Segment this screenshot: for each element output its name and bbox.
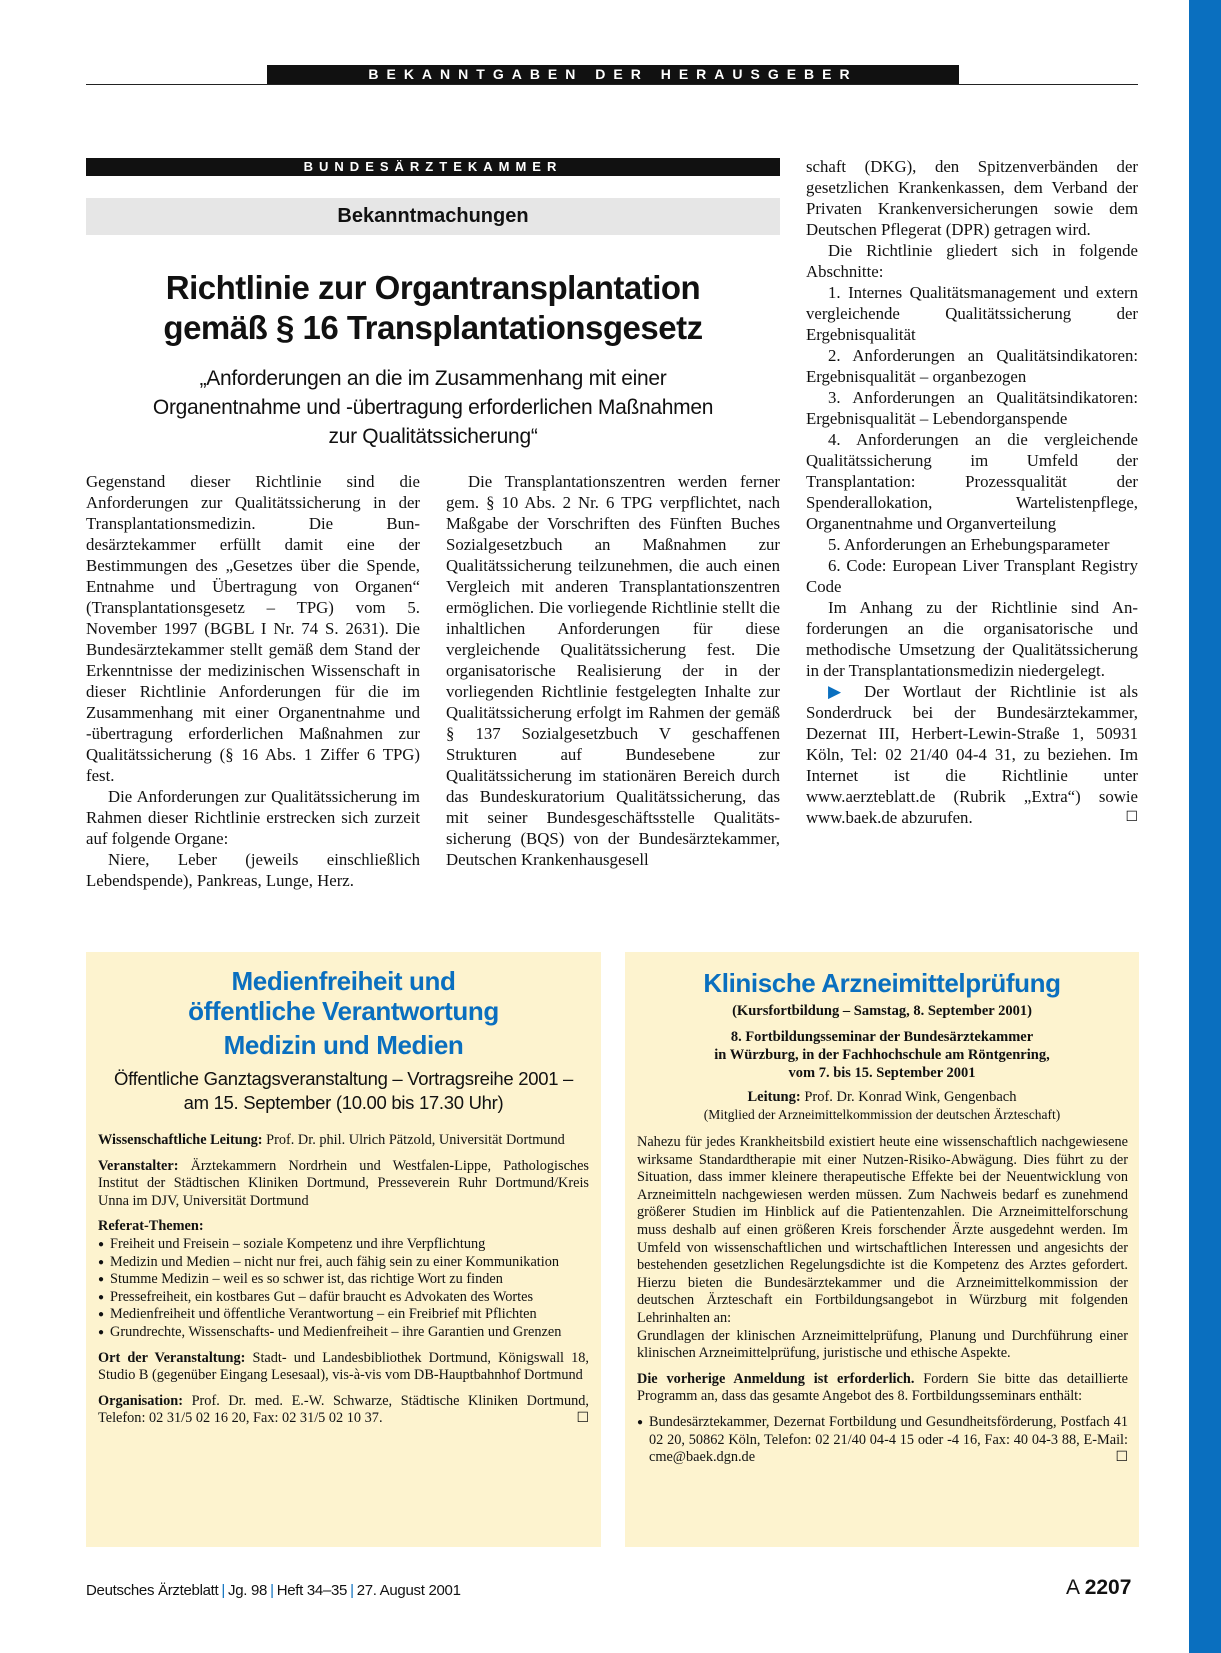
leitung — [98, 1132, 589, 1150]
footer-citation — [86, 1582, 461, 1599]
list-item: ● Stumme Medizin – weil es so schwer ist, das richtige Wort zu finden — [98, 1271, 589, 1289]
article-column-2 — [446, 471, 780, 870]
article-title — [86, 268, 780, 348]
title-line: gemäß § 16 Transplantationsgesetz — [163, 309, 703, 346]
paragraph: Grundlagen der klinischen Arzneimittelprüfung, Planung und Durchführung einer klinischen Arzneimittelprüfung, juristische und ethische Aspekte. — [637, 1327, 1128, 1362]
article-kind: Bekanntmachungen — [86, 198, 780, 235]
list-item: ● Medienfreiheit und öffentliche Verantwortung – ein Freibrief mit Pflichten — [98, 1306, 589, 1324]
list-item: ● Freiheit und Freisein – soziale Kompetenz und ihre Verpflichtung — [98, 1236, 589, 1254]
paragraph: Die Transplantationszentren werden ferner gem. § 10 Abs. 2 Nr. 6 TPG verpflichtet, nach Maßgabe der Vorschriften des Fünften Buches Sozialgesetzbuch an Maßnahmen zur Qualitätssicherung teilzunehmen, die auch einen Vergleich mit anderen Transplantationszentren ermöglichen. Die vorliegende Richtlinie stellt die inhaltlichen Anforderungen für diese vergleichende Qualitätssicherung fest. Die organisatorische Realisierung der in der vorliegenden Richtlinie festgelegten Inhalte zur Qualitätssicherung erfolgt im Rahmen der gemäß § 137 Sozialgesetzbuch V geschaffenen Strukturen auf Bundesebene zur Qualitätssicherung im stationären Bereich durch das Bundeskuratorium Qualitätssicherung, das mit seiner Bundesgeschäftsstelle Qualitätssicherung (BQS) von der Bundesärztekammer, Deutschen Krankenhausgesell — [446, 472, 780, 869]
journal-name: Deutsches Ärzteblatt — [86, 1582, 219, 1599]
date: 27. August 2001 — [356, 1582, 461, 1599]
separator: | — [350, 1582, 354, 1599]
anmeldung-text: Fordern Sie bitte das detaillierte Programm an, dass das gesamte Angebot des 8. Fortbildungsseminars enthält: — [637, 1370, 1129, 1405]
paragraph: Gegenstand dieser Richtlinie sind die Anforderungen zur Qualitätssicherung in der Transplantationsmedizin. Die Bundesärztekammer erfüllt damit eine der Bestimmungen des „Gesetzes über die Spende, Entnahme und Übertragung von Organen“ (Transplantationsgesetz – TPG) vom 5. November 1997 (BGBL I Nr. 74 S. 2631). Die Bundesärztekammer stellt gemäß dem Stand der Erkenntnisse der medizinischen Wissenschaft in dieser Richtlinie Anforderungen für die im Zusammenhang mit einer Organentnahme und -übertragung erforderlichen Maßnahmen zur Qualitätssicherung (§ 16 Abs. 1 Ziffer 6 TPG) fest. — [86, 472, 420, 785]
section-band: BEKANNTGABEN DER HERAUSGEBER — [267, 65, 959, 84]
heading-line: Medizin und Medien — [223, 1030, 464, 1060]
end-box-icon: ☐ — [1125, 809, 1138, 825]
seminar-line: vom 7. bis 15. September 2001 — [788, 1065, 976, 1081]
list-item: ● Medizin und Medien – nicht nur frei, auch fähig sein zu einer Kommunikation — [98, 1254, 589, 1272]
end-box-icon: ☐ — [576, 1410, 589, 1427]
separator: | — [221, 1582, 226, 1599]
category-band: BUNDESÄRZTEKAMMER — [86, 158, 780, 176]
anmeldung-label: Die vorherige Anmeldung ist erforderlich. — [637, 1370, 915, 1387]
page-prefix: A — [1066, 1576, 1079, 1599]
leitung-text: Prof. Dr. phil. Ulrich Pätzold, Universität Dortmund — [262, 1132, 565, 1148]
organisation — [98, 1393, 589, 1428]
subtitle-line: Organentnahme und -übertragung erforderlichen Maßnahmen — [152, 396, 714, 419]
paragraph: Im Anhang zu der Richtlinie sind Anforderungen an die organisatorische und methodische Umsetzung der Qualitätssicherung in der Transplantationsmedizin niedergelegt. — [806, 598, 1138, 680]
course-subtitle: (Kursfortbildung – Samstag, 8. September 2001) — [732, 1003, 1032, 1019]
arrow-icon: ▶ — [828, 682, 851, 701]
contact-list — [637, 1414, 1128, 1467]
closing-paragraph — [806, 681, 1138, 828]
event-box-drug-trials — [625, 952, 1139, 1547]
box-body — [637, 1134, 1128, 1475]
article-subtitle — [86, 364, 780, 451]
ort-label: Ort der Veranstaltung: — [98, 1349, 246, 1366]
paragraph: Niere, Leber (jeweils einschließlich Lebendspende), Pankreas, Lunge, Herz. — [86, 850, 420, 890]
paragraph: Die Richtlinie gliedert sich in folgende Abschnitte: — [806, 241, 1138, 281]
box-body — [98, 1132, 589, 1436]
org-label: Organisation: — [98, 1392, 183, 1409]
box-heading — [86, 966, 601, 1060]
leitung-label: Leitung: — [747, 1089, 801, 1105]
subtitle-line: zur Qualitätssicherung“ — [328, 425, 538, 448]
list-item — [637, 1414, 1128, 1467]
themen-list — [98, 1236, 589, 1342]
list-item: ● Pressefreiheit, ein kostbares Gut – dafür braucht es Advokaten des Wortes — [98, 1289, 589, 1307]
heading-line: Medienfreiheit und — [231, 966, 456, 996]
edge-color-bar — [1189, 0, 1221, 1653]
event-line: Öffentliche Ganztagsveranstaltung – Vortragsreihe 2001 – — [113, 1068, 574, 1089]
issue: Heft 34–35 — [276, 1582, 348, 1599]
paragraph: schaft (DKG), den Spitzenverbänden der gesetzlichen Krankenkassen, dem Verband der Privaten Krankenversicherungen sowie dem Deutschen Pflegerat (DPR) getragen wird. — [806, 157, 1138, 239]
ort-text: Stadt- und Landesbibliothek Dortmund, Königswall 18, Studio B (gegenüber Eingang Lesesaal), vis-à-vis vom DB-Hauptbahnhof Dortmund — [98, 1349, 589, 1384]
section-item: 3. Anforderungen an Qualitätsindikatoren: Ergebnisqualität – Lebendorganspende — [806, 388, 1138, 428]
event-box-media — [86, 952, 601, 1547]
anmeldung — [637, 1371, 1128, 1406]
veranstalter — [98, 1158, 589, 1211]
list-item: ● Grundrechte, Wissenschafts- und Medienfreiheit – ihre Garantien und Grenzen — [98, 1324, 589, 1342]
themen-label: Referat-Themen: — [98, 1218, 204, 1235]
paragraph: Die Anforderungen zur Qualitätssicherung im Rahmen dieser Richtlinie erstrecken sich zurzeit auf folgende Organe: — [86, 787, 420, 848]
title-line: Richtlinie zur Organtransplantation — [165, 269, 701, 306]
page-number — [1066, 1576, 1131, 1600]
org-text: Prof. Dr. med. E.-W. Schwarze, Städtische Kliniken Dortmund, Telefon: 02 31/5 02 16 20, Fax: 02 31/5 02 10 37. — [98, 1392, 589, 1427]
heading-line: öffentliche Verantwortung — [188, 996, 499, 1026]
leitung-label: Wissenschaftliche Leitung: — [98, 1132, 263, 1148]
event-line: am 15. September (10.00 bis 17.30 Uhr) — [183, 1092, 504, 1113]
separator: | — [270, 1582, 274, 1599]
leitung-note: (Mitglied der Arzneimittelkommission der deutschen Ärzteschaft) — [703, 1107, 1061, 1122]
paragraph: Nahezu für jedes Krankheitsbild existiert heute eine wissenschaftlich nachgewiesene wirksame Standardtherapie mit einer Nutzen-Risiko-Abwägung. Dies führt zu der Situation, dass immer kleinere therapeutische Effekte bei der Neuentwicklung von Arzneimitteln nachgewiesen werden müssen. Zum Nachweis bedarf es zunehmend größerer Studien im Hinblick auf die Patientenzahlen. Die Arzneimittelforschung muss deshalb auf einen größeren Kreis forschender Ärzte ausgedehnt werden. Im Umfeld von wissenschaftlichen und wirtschaftlichen Interessen und angesichts der bestehenden gesetzlichen Regelungsdichte ist die Kompetenz des Arztes gefordert. Hierzu bieten die Bundesärztekammer und die Arzneimittelkommission der deutschen Ärzteschaft ein Fortbildungsangebot in Würzburg mit folgenden Lehrinhalten an: — [637, 1134, 1128, 1326]
end-box-icon: ☐ — [1115, 1449, 1128, 1466]
veranstalter-label: Veranstalter: — [98, 1157, 179, 1174]
seminar-line: 8. Fortbildungsseminar der Bundesärztekammer — [730, 1029, 1034, 1045]
section-item: 2. Anforderungen an Qualitätsindikatoren: Ergebnisqualität – organbezogen — [806, 346, 1138, 386]
veranstalter-text: Ärztekammern Nordrhein und Westfalen-Lippe, Pathologisches Institut der Städtischen Kliniken Dortmund, Presseverein Ruhr Dortmund/Kreis Unna im DJV, Universität Dortmund — [98, 1157, 589, 1209]
subtitle-line: „Anforderungen an die im Zusammenhang mit einer — [199, 367, 667, 390]
section-item: 4. Anforderungen an die vergleichende Qualitätssicherung im Umfeld der Transplantation: Prozessqualität der Spenderallokation, Wartelistenpflege, Organentnahme und Organverteilung — [806, 430, 1138, 533]
leitung — [625, 1088, 1139, 1106]
section-item: 1. Internes Qualitätsmanagement und extern vergleichende Qualitätssicherung der Ergebnisqualität — [806, 283, 1138, 344]
section-item: 6. Code: European Liver Transplant Registry Code — [806, 556, 1138, 596]
leitung-text: Prof. Dr. Konrad Wink, Gengenbach — [800, 1089, 1017, 1105]
page-num: 2207 — [1084, 1576, 1132, 1599]
section-item: 5. Anforderungen an Erhebungsparameter — [828, 535, 1110, 554]
volume: Jg. 98 — [228, 1582, 268, 1599]
themen-heading — [98, 1218, 589, 1236]
ort — [98, 1350, 589, 1385]
article-column-3 — [806, 156, 1138, 828]
closing-text: Der Wortlaut der Richtlinie ist als Sonderdruck bei der Bundesärztekammer, Dezernat III, Herbert-Lewin-Straße 1, 50931 Köln, Tel: 02 21/40 04-4 31, zu beziehen. Im Internet ist die Richtlinie unter www.aerzteblatt.de (Rubrik „Extra“) sowie www.baek.de abzurufen. — [806, 682, 1138, 827]
seminar-line: in Würzburg, in der Fachhochschule am Röntgenring, — [714, 1047, 1050, 1063]
header-rule — [86, 84, 1138, 85]
contact-text: Bundesärztekammer, Dezernat Fortbildung und Gesundheitsförderung, Postfach 41 02 20, 50862 Köln, Telefon: 02 21/40 04-4 15 oder -4 16, Fax: 40 04-3 88, E-Mail: cme@baek.dgn.de — [649, 1413, 1128, 1466]
box-heading: Klinische Arzneimittelprüfung — [703, 968, 1061, 998]
article-column-1 — [86, 471, 420, 891]
